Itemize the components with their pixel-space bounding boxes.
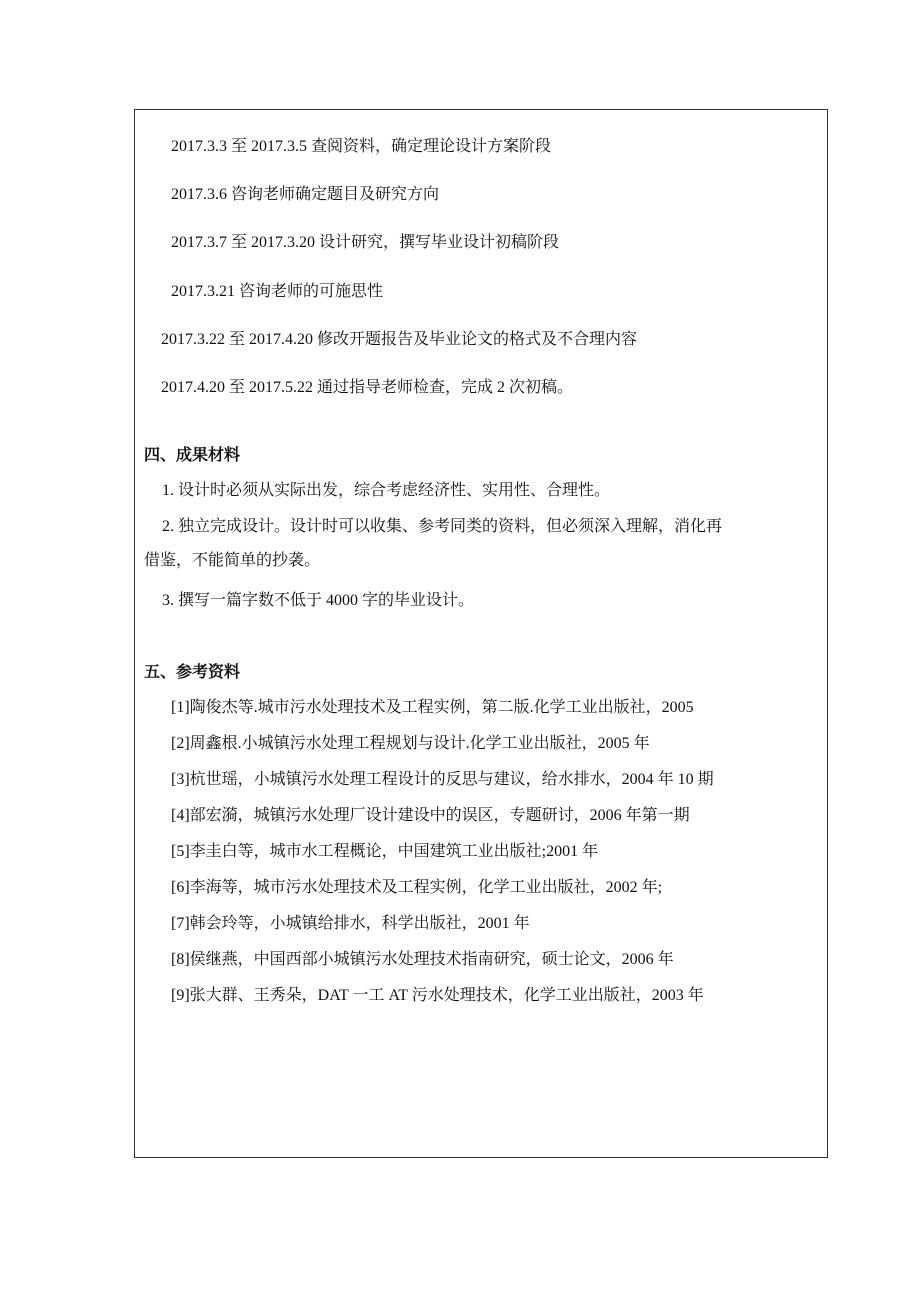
section-heading-references: 五、参考资料 xyxy=(144,662,241,681)
reference-item: [4]部宏漪，城镇污水处理厂设计建设中的误区，专题研讨，2006 年第一期 xyxy=(171,807,690,824)
schedule-item: 2017.3.21 咨询老师的可施思性 xyxy=(171,283,384,300)
schedule-item: 2017.4.20 至 2017.5.22 通过指导老师检查，完成 2 次初稿。 xyxy=(161,379,574,396)
section-heading-results: 四、成果材料 xyxy=(144,445,241,464)
reference-item: [6]李海等，城市污水处理技术及工程实例，化学工业出版社，2002 年; xyxy=(171,879,663,896)
reference-item: [2]周鑫根.小城镇污水处理工程规划与设计.化学工业出版社，2005 年 xyxy=(171,735,650,752)
requirement-item: 1. 设计时必须从实际出发，综合考虑经济性、实用性、合理性。 xyxy=(162,482,611,499)
schedule-item: 2017.3.7 至 2017.3.20 设计研究，撰写毕业设计初稿阶段 xyxy=(171,234,560,251)
schedule-item: 2017.3.22 至 2017.4.20 修改开题报告及毕业论文的格式及不合理内容 xyxy=(161,331,638,348)
reference-item: [5]李圭白等，城市水工程概论，中国建筑工业出版社;2001 年 xyxy=(171,843,599,860)
reference-item: [8]侯继燕，中国西部小城镇污水处理技术指南研究，硕士论文，2006 年 xyxy=(171,951,674,968)
reference-item: [1]陶俊杰等.城市污水处理技术及工程实例，第二版.化学工业出版社，2005 xyxy=(171,699,694,716)
requirement-item-continued: 借鉴，不能简单的抄袭。 xyxy=(144,552,321,569)
reference-item: [3]杭世瑶，小城镇污水处理工程设计的反思与建议，给水排水，2004 年 10 期 xyxy=(171,771,714,788)
requirement-item: 3. 撰写一篇字数不低于 4000 字的毕业设计。 xyxy=(162,592,475,609)
reference-item: [9]张大群、王秀朵，DAT 一工 AT 污水处理技术，化学工业出版社，2003 年 xyxy=(171,987,704,1004)
reference-item: [7]韩会玲等，小城镇给排水，科学出版社，2001 年 xyxy=(171,915,530,932)
schedule-item: 2017.3.3 至 2017.3.5 查阅资料，确定理论设计方案阶段 xyxy=(171,138,552,155)
requirement-item: 2. 独立完成设计。设计时可以收集、参考同类的资料，但必须深入理解，消化再 xyxy=(162,518,723,535)
schedule-item: 2017.3.6 咨询老师确定题目及研究方向 xyxy=(171,186,440,203)
